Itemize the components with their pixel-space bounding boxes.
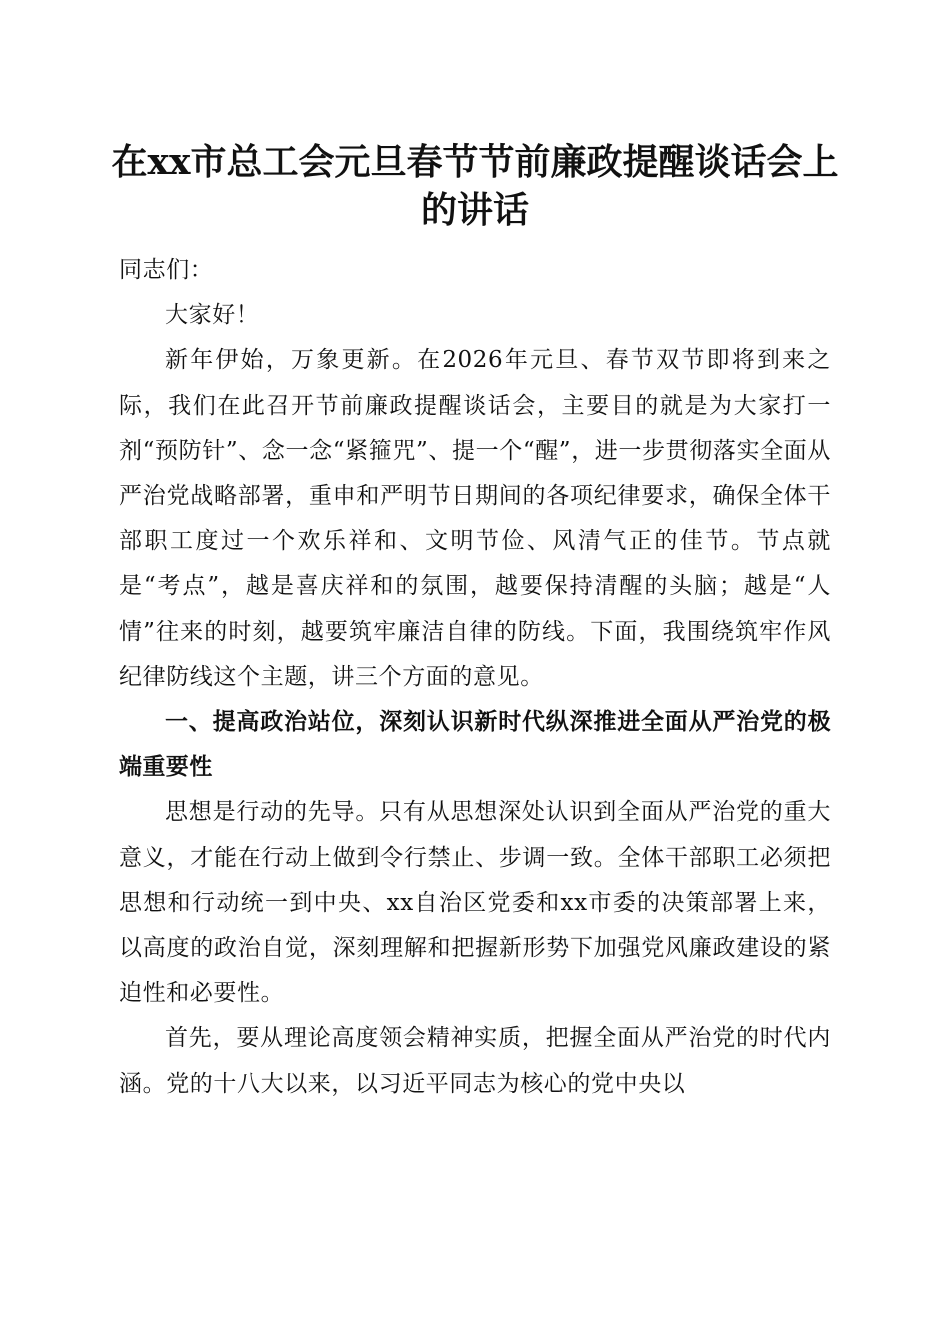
document-body: [119, 248, 831, 1107]
salutation: 同志们：: [119, 257, 214, 283]
section1-paragraph-1: 思想是行动的先导。只有从思想深处认识到全面从严治党的重大意义，才能在行动上做到令行禁止、步调一致。全体干部职工必须把思想和行动统一到中央、xx自治区党委和xx市委的决策部署上来，以高度的政治自觉，深刻理解和把握新形势下加强党风廉政建设的紧迫性和必要性。: [119, 799, 831, 1007]
greeting: 大家好！: [165, 302, 260, 329]
intro-paragraph: 新年伊始，万象更新。在2026年元旦、春节双节即将到来之际，我们在此召开节前廉政提醒谈话会，主要目的就是为大家打一剂“预防针”、念一念“紧箍咒”、提一个“醒”，进一步贯彻落实全面从严治党战略部署，重申和严明节日期间的各项纪律要求，确保全体干部职工度过一个欢乐祥和、文明节俭、风清气正的佳节。节点就是“考点”，越是喜庆祥和的氛围，越要保持清醒的头脑；越是“人情”往来的时刻，越要筑牢廉洁自律的防线。下面，我围绕筑牢作风纪律防线这个主题，讲三个方面的意见。: [119, 347, 831, 690]
document-title: 在xx市总工会元旦春节节前廉政提醒谈话会上的讲话: [111, 141, 839, 231]
section-heading-1: 一、提高政治站位，深刻认识新时代纵深推进全面从严治党的极端重要性: [119, 709, 831, 781]
section1-paragraph-2: 首先，要从理论高度领会精神实质，把握全面从严治党的时代内涵。党的十八大以来，以习近平同志为核心的党中央以: [119, 1025, 831, 1097]
